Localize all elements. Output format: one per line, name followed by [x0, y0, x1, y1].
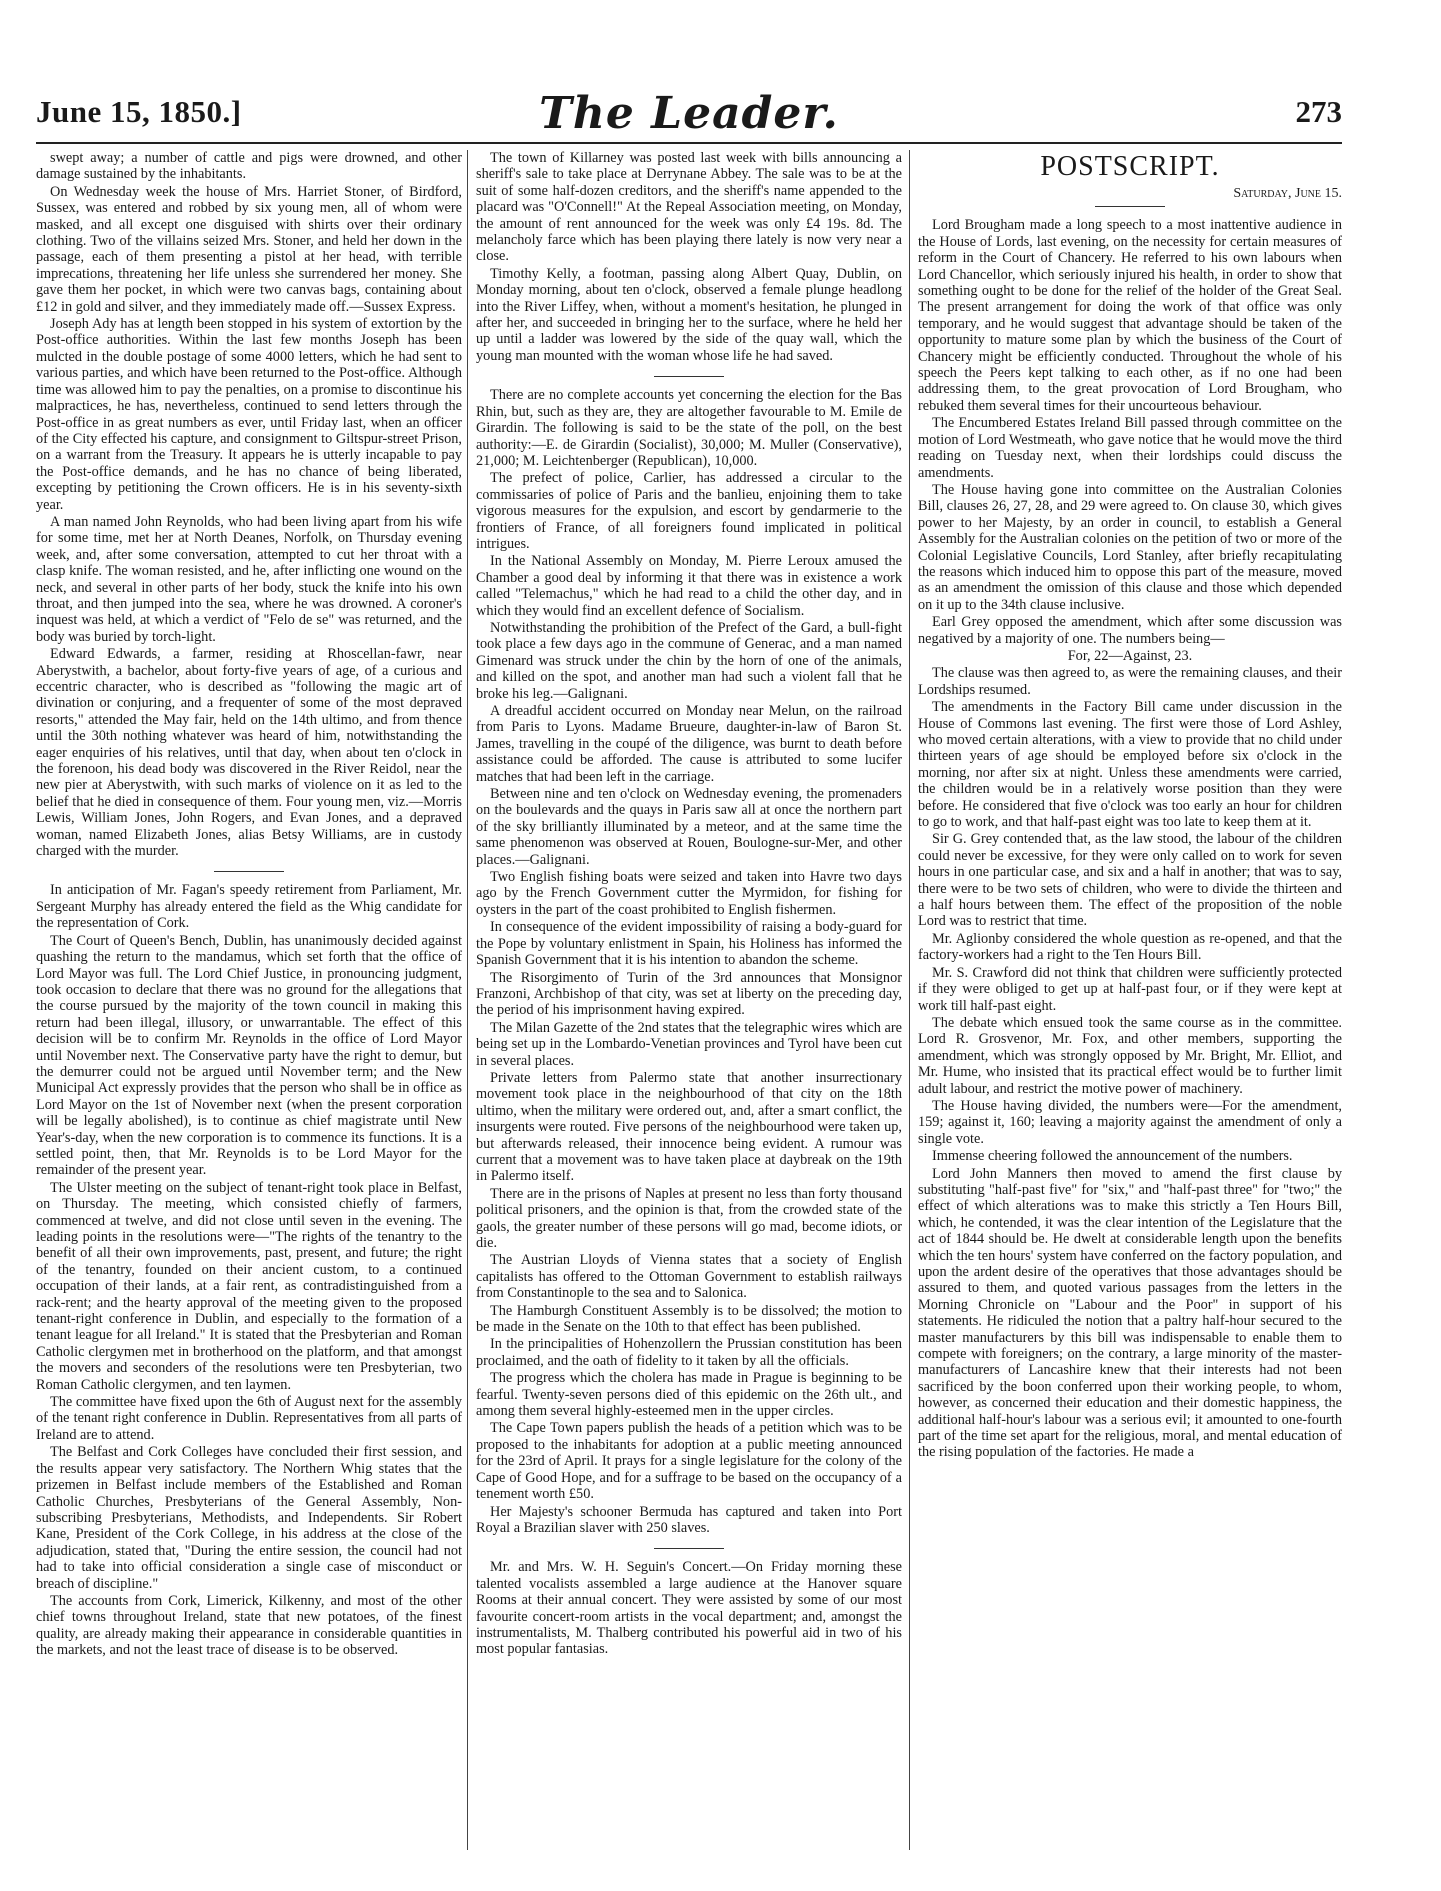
paragraph: The clause was then agreed to, as were the remaining clauses, and their Lordships resumed.: [918, 665, 1342, 698]
paragraph: swept away; a number of cattle and pigs were drowned, and other damage sustained by the inhabitants.: [36, 150, 462, 183]
paragraph: In consequence of the evident impossibility of raising a body-guard for the Pope by voluntary enlistment in Spain, his Holiness has informed the Spanish Government that it is his intention to abandon the scheme.: [476, 919, 902, 969]
paragraph: The Court of Queen's Bench, Dublin, has unanimously decided against quashing the return to the mandamus, which set forth that the office of Lord Mayor was full. The Lord Chief Justice, in pronouncing judgment, took occasion to declare that there was no ground for the allegations that the course pursued by the majority of the town council in making this return had been illegal, illusory, or unwarrantable. The effect of this decision will be to confirm Mr. Reynolds in the office of Lord Mayor until November next. The Conservative party have the right to demur, but the demurrer could not be argued until November term; and the New Municipal Act expressly provides that the person who shall be in office as Lord Mayor on the 1st of November next (when the present corporation will be legally abolished), is to continue as chief magistrate until New Year's-day, when the new corporation is to commence its functions. It is a settled point, then, that Mr. Reynolds is to be Lord Mayor for the remainder of the present year.: [36, 932, 462, 1179]
paragraph: The accounts from Cork, Limerick, Kilkenny, and most of the other chief towns throughout Ireland, state that new potatoes, of the finest quality, are already making their appearance in considerable quantities in the markets, and not the least trace of disease is to be observed.: [36, 1592, 462, 1659]
paragraph: The Austrian Lloyds of Vienna states that a society of English capitalists has offered to the Ottoman Government to establish railways from Constantinople to the sea and to Salonica.: [476, 1252, 902, 1302]
section-separator: [1095, 206, 1165, 207]
paragraph: In anticipation of Mr. Fagan's speedy retirement from Parliament, Mr. Sergeant Murphy has already entered the field as the Whig candidate for the representation of Cork.: [36, 882, 462, 932]
paragraph: The Risorgimento of Turin of the 3rd announces that Monsignor Franzoni, Archbishop of that city, was set at liberty on the preceding day, the period of his imprisonment having expired.: [476, 969, 902, 1019]
section-separator: [654, 1548, 724, 1549]
paragraph: The Encumbered Estates Ireland Bill passed through committee on the motion of Lord Westmeath, who gave notice that he would move the third reading on Tuesday next, when their lordships could discuss the amendments.: [918, 415, 1342, 481]
paragraph: In the National Assembly on Monday, M. Pierre Leroux amused the Chamber a good deal by informing it that there was in existence a work called "Telemachus," which he had read to a child the other day, and in which they would find an excellent defence of Socialism.: [476, 553, 902, 619]
newspaper-title: The Leader.: [539, 88, 839, 139]
paragraph: The House having gone into committee on the Australian Colonies Bill, clauses 26, 27, 28, and 29 were agreed to. On clause 30, which gives power to her Majesty, by an order in council, to establish a General Assembly for the Australian colonies on the petition of two or more of the Colonial Legislative Councils, Lord Stanley, after briefly recapitulating the reasons which induced him to oppose this part of the measure, moved as an amendment the omission of this clause and those which depended on it up to the 34th clause inclusive.: [918, 481, 1342, 613]
paragraph: In the principalities of Hohenzollern the Prussian constitution has been proclaimed, and the oath of fidelity to it taken by all the officials.: [476, 1336, 902, 1369]
paragraph: The committee have fixed upon the 6th of August next for the assembly of the tenant right conference in Dublin. Representatives from all parts of Ireland are to attend.: [36, 1394, 462, 1443]
paragraph: The Ulster meeting on the subject of tenant-right took place in Belfast, on Thursday. The meeting, which consisted chiefly of farmers, commenced at twelve, and did not close until seven in the evening. The leading points in the resolutions were—"The rights of the tenantry to the benefit of all their own improvements, past, present, and future; the right of the tenantry, founded on their ancient custom, to a continued occupation of their lands, at a fair rent, as contradistinguished from a rack-rent; and the hearty approval of the meeting given to the proposed tenant-right conference in Dublin, and especially to the formation of a tenant league for all Ireland." It is stated that the Presbyterian and Roman Catholic clergymen met in brotherhood on the platform, and that amongst the movers and seconders of the resolutions were ten Presbyterian, two Roman Catholic clergymen, and ten laymen.: [36, 1179, 462, 1393]
paragraph: The amendments in the Factory Bill came under discussion in the House of Commons last evening. The first were those of Lord Ashley, who moved certain alterations, with a view to provide that no child under thirteen years of age should be employed before six o'clock in the morning, nor after six at night. Unless these amendments were carried, the children would be in a relatively worse position than they were before. He considered that five o'clock was too early an hour for children to go to work, and that half-past eight was too late to keep them at it.: [918, 699, 1342, 831]
paragraph: Immense cheering followed the announcement of the numbers.: [932, 1148, 1293, 1165]
paragraph: The town of Killarney was posted last week with bills announcing a sheriff's sale to take place at Derrynane Abbey. The sale was to be at the suit of some half-dozen creditors, and the sheriff's name appended to the placard was "O'Connell!" At the Repeal Association meeting, on Monday, the amount of rent announced for the week was only £4 19s. 8d. The melancholy farce which has been playing there lately is now very near a close.: [476, 150, 902, 265]
column-rule-1: [467, 150, 468, 1850]
paragraph: There are in the prisons of Naples at present no less than forty thousand political prisoners, and the opinion is that, from the crowded state of the gaols, the greater number of these persons will go mad, become idiots, or die.: [476, 1185, 902, 1251]
paragraph: The Milan Gazette of the 2nd states that the telegraphic wires which are being set up in the Lombardo-Venetian provinces and Tyrol have been cut in several places.: [476, 1019, 902, 1069]
column-3: [918, 150, 1342, 1462]
paragraph: Mr. Aglionby considered the whole question as re-opened, and that the factory-workers had a right to the Ten Hours Bill.: [918, 930, 1342, 964]
paragraph: Lord Brougham made a long speech to a most inattentive audience in the House of Lords, last evening, on the necessity for certain measures of reform in the Court of Chancery. He referred to his own labours when Lord Chancellor, which seriously injured his health, in order to show that something ought to be done for the relief of the holder of the Great Seal. The present arrangement for doing the work of that office was only temporary, and he would suggest that advantage should be taken of the opportunity to mature some plan by which the business of the Court of Chancery might be efficiently conducted. Throughout the whole of his speech the Peers kept talking to each other, as if no one had been addressing them, to the great provocation of Lord Brougham, who rebuked them several times for their uncourteous behaviour.: [918, 217, 1342, 414]
page-number: 273: [1295, 94, 1342, 129]
paragraph: Earl Grey opposed the amendment, which after some discussion was negatived by a majority of one. The numbers being—: [918, 614, 1342, 647]
header-rule: [36, 142, 1342, 144]
division-result: For, 22—Against, 23.: [1067, 647, 1193, 664]
postscript-heading: POSTSCRIPT.: [1040, 151, 1220, 182]
section-separator: [214, 871, 284, 872]
paragraph: A dreadful accident occurred on Monday near Melun, on the railroad from Paris to Lyons. Madame Brueure, daughter-in-law of Baron St. James, travelling in the coupé of the diligence, was burnt to death before assistance could be afforded. The cause is attributed to some lucifer matches that had been left in the carriage.: [476, 703, 902, 785]
section-separator: [654, 376, 724, 377]
issue-date: June 15, 1850.]: [36, 94, 242, 129]
paragraph: Notwithstanding the prohibition of the Prefect of the Gard, a bull-fight took place a few days ago in the commune of Generac, and a man named Gimenard was struck under the chin by the horn of one of the animals, and killed on the spot, and another man had such a violent fall that he broke his leg.—Galignani.: [476, 619, 902, 702]
paragraph: Mr. S. Crawford did not think that children were sufficiently protected if they were obliged to get up at half-past four, or if they were kept at work till half-past eight.: [918, 964, 1342, 1014]
paragraph: A man named John Reynolds, who had been living apart from his wife for some time, met her at North Deanes, Norfolk, on Thursday evening week, and, after some conversation, attempted to cut her throat with a clasp knife. The woman resisted, and he, after inflicting one wound on the neck, and several in other parts of her body, stuck the knife into his own throat, and then jumped into the sea, where he was drowned. A coroner's inquest was held, at which a verdict of "Felo de se" was returned, and the body was buried by torch-light.: [36, 513, 462, 645]
paragraph: The prefect of police, Carlier, has addressed a circular to the commissaries of police of Paris and the banlieu, enjoining them to take vigorous measures for the expulsion, and escort by gendarmerie to the frontiers of France, of all foreigners found implicated in political intrigues.: [476, 470, 902, 552]
postscript-date: Saturday, June 15.: [1233, 186, 1342, 201]
paragraph: The Cape Town papers publish the heads of a petition which was to be proposed to the inhabitants for adoption at a public meeting announced for the 23rd of April. It prays for a single legislature for the colony of the Cape of Good Hope, and for a suffrage to be based on the occupancy of a tenement worth £50.: [476, 1420, 902, 1503]
paragraph: The progress which the cholera has made in Prague is beginning to be fearful. Twenty-seven persons died of this epidemic on the 26th ult., and among them several highly-esteemed men in the upper circles.: [476, 1370, 902, 1420]
paragraph: Mr. and Mrs. W. H. Seguin's Concert.—On Friday morning these talented vocalists assembled a large audience at the Hanover square Rooms at their annual concert. They were assisted by some of our most favourite concert-room artists in the vocal department; and, amongst the instrumentalists, M. Thalberg contributed his powerful aid in two of his most popular fantasias.: [476, 1559, 902, 1658]
paragraph: There are no complete accounts yet concerning the election for the Bas Rhin, but, such as they are, they are altogether favourable to M. Emile de Girardin. The following is said to be the state of the poll, on the best authority:—E. de Girardin (Socialist), 30,000; M. Muller (Conservative), 21,000; M. Leichtenberger (Republican), 10,000.: [476, 387, 902, 469]
paragraph: The House having divided, the numbers were—For the amendment, 159; against it, 160; leaving a majority against the amendment of only a single vote.: [918, 1097, 1342, 1147]
column-2: [476, 150, 902, 1659]
paragraph: Between nine and ten o'clock on Wednesday evening, the promenaders on the boulevards and the quays in Paris saw all at once the northern part of the sky brilliantly illuminated by a meteor, and at the same time the same phenomenon was observed at Rouen, Boulogne-sur-Mer, and other places.—Galignani.: [476, 786, 902, 868]
paragraph: Private letters from Palermo state that another insurrectionary movement took place in the neighbourhood of that city on the 18th ultimo, when the military were ordered out, and, after a smart conflict, the insurgents were routed. Five persons of the neighbourhood were taken up, but afterwards released, their innocence being evident. A rumour was current that a movement was to have taken place at daybreak on the 19th in Palermo itself.: [476, 1069, 902, 1185]
column-rule-2: [909, 150, 910, 1850]
paragraph: The Belfast and Cork Colleges have concluded their first session, and the results appear very satisfactory. The Northern Whig states that the prizemen in Belfast include members of the Established and Roman Catholic Churches, Presbyterians of the General Assembly, Non-subscribing Presbyterians, Methodists, and Independents. Sir Robert Kane, President of the Cork College, in his address at the close of the adjudication, stated that, "During the entire session, the council had not had to take into official consideration a single case of misconduct or breach of discipline.": [36, 1444, 462, 1592]
paragraph: Timothy Kelly, a footman, passing along Albert Quay, Dublin, on Monday morning, about ten o'clock, observed a female plunge headlong into the River Liffey, when, without a moment's hesitation, he plunged in after her, and succeeded in bringing her to the surface, where he held her up until a ladder was lowered by the side of the quay wall, which the young man mounted with the woman whose life he had saved.: [476, 265, 902, 364]
paragraph: Lord John Manners then moved to amend the first clause by substituting "half-past five" for "six," and "half-past three" for "two;" the effect of which alterations was to make this strictly a Ten Hours Bill, which, he contended, it was the clear intention of the Legislature that the act of 1844 should be. He dwelt at considerable length upon the benefits which the ten hours' system have conferred on the factory population, and upon the ardent desire of the operatives that those advantages should be assured to them, and quoted various passages from the letters in the Morning Chronicle on "Labour and the Poor" in support of his statements. He ridiculed the notion that a paltry half-hour secured to the master manufacturers by this bill was indispensable to enable them to compete with foreigners; on the contrary, a large minority of the master-manufacturers of Lancashire knew that their interests had not been sacrificed by the boon conferred upon their working people, to whom, however, as concerned their education and their domestic happiness, the additional half-hour's labour was a serious evil; it amounted to one-fourth part of the time set apart for the religious, moral, and mental education of the rising population of the factories. He made a: [918, 1165, 1342, 1461]
paragraph: Edward Edwards, a farmer, residing at Rhoscellan-fawr, near Aberystwith, a bachelor, about forty-five years of age, of a curious and eccentric character, who is described as "following the magic art of divination or conjuring, and a frequenter of some of the most depraved resorts," attended the May fair, held on the 14th ultimo, and from thence until the 30th nothing whatever was heard of him, notwithstanding the eager enquiries of his relatives, until that day, when about ten o'clock in the forenoon, his dead body was discovered in the River Reidol, near the new pier at Aberystwith, with such marks of violence on it as led to the belief that he died in consequence of them. Four young men, viz.—Morris Lewis, William Jones, John Rogers, and Evan Jones, and a depraved woman, named Elizabeth Jones, alias Betsy Williams, are in custody charged with the murder.: [36, 646, 462, 860]
paragraph: Sir G. Grey contended that, as the law stood, the labour of the children could never be excessive, for they were only called on to work for seven hours in one particular case, and six and a half in another; that was to say, there were to be two sets of children, who were to divide the thirteen and a half hours between them. The effect of the proposition of the noble Lord was to restrict that time.: [918, 831, 1342, 930]
paragraph: The Hamburgh Constituent Assembly is to be dissolved; the motion to be made in the Senate on the 10th to that effect has been published.: [476, 1302, 902, 1336]
paragraph: Two English fishing boats were seized and taken into Havre two days ago by the French Government cutter the Myrmidon, for fishing for oysters in the part of the coast prohibited to English fishermen.: [476, 869, 902, 918]
masthead: [36, 88, 1342, 138]
column-1: [36, 150, 462, 1660]
paragraph: Joseph Ady has at length been stopped in his system of extortion by the Post-office authorities. Within the last few months Joseph has been mulcted in the double postage of some 4000 letters, which he had sent to various parties, and which have been returned to the Post-office. Although time was allowed him to pay the penalties, on a promise to discontinue his malpractices, he has, nevertheless, continued to send letters through the Post-office in as great numbers as ever, until Friday last, when an officer of the City effected his capture, and consignment to Giltspur-street Prison, on a warrant from the Treasury. It appears he is utterly incapable to pay the Post-office demands, and he has no chance of being liberated, excepting by petitioning the Crown officers. He is in his seventy-sixth year.: [36, 316, 462, 513]
paragraph: Her Majesty's schooner Bermuda has captured and taken into Port Royal a Brazilian slaver with 250 slaves.: [476, 1503, 902, 1536]
paragraph: On Wednesday week the house of Mrs. Harriet Stoner, of Birdford, Sussex, was entered and robbed by six young men, all of whom were masked, and all except one disguised with shirts over their ordinary clothing. Two of the villains seized Mrs. Stoner, and held her down in the passage, each of them presenting a pistol at her head, with terrible imprecations, threatening her life unless she surrendered her money. She gave them her pocket, in which were two canvas bags, containing about £12 in gold and silver, and they immediately made off.—Sussex Express.: [36, 183, 462, 315]
paragraph: The debate which ensued took the same course as in the committee. Lord R. Grosvenor, Mr. Fox, and other members, supporting the amendment, which was strongly opposed by Mr. Bright, Mr. Elliot, and Mr. Hume, who insisted that its practical effect would be to further limit adult labour, and restrict the motive power of machinery.: [918, 1014, 1342, 1097]
